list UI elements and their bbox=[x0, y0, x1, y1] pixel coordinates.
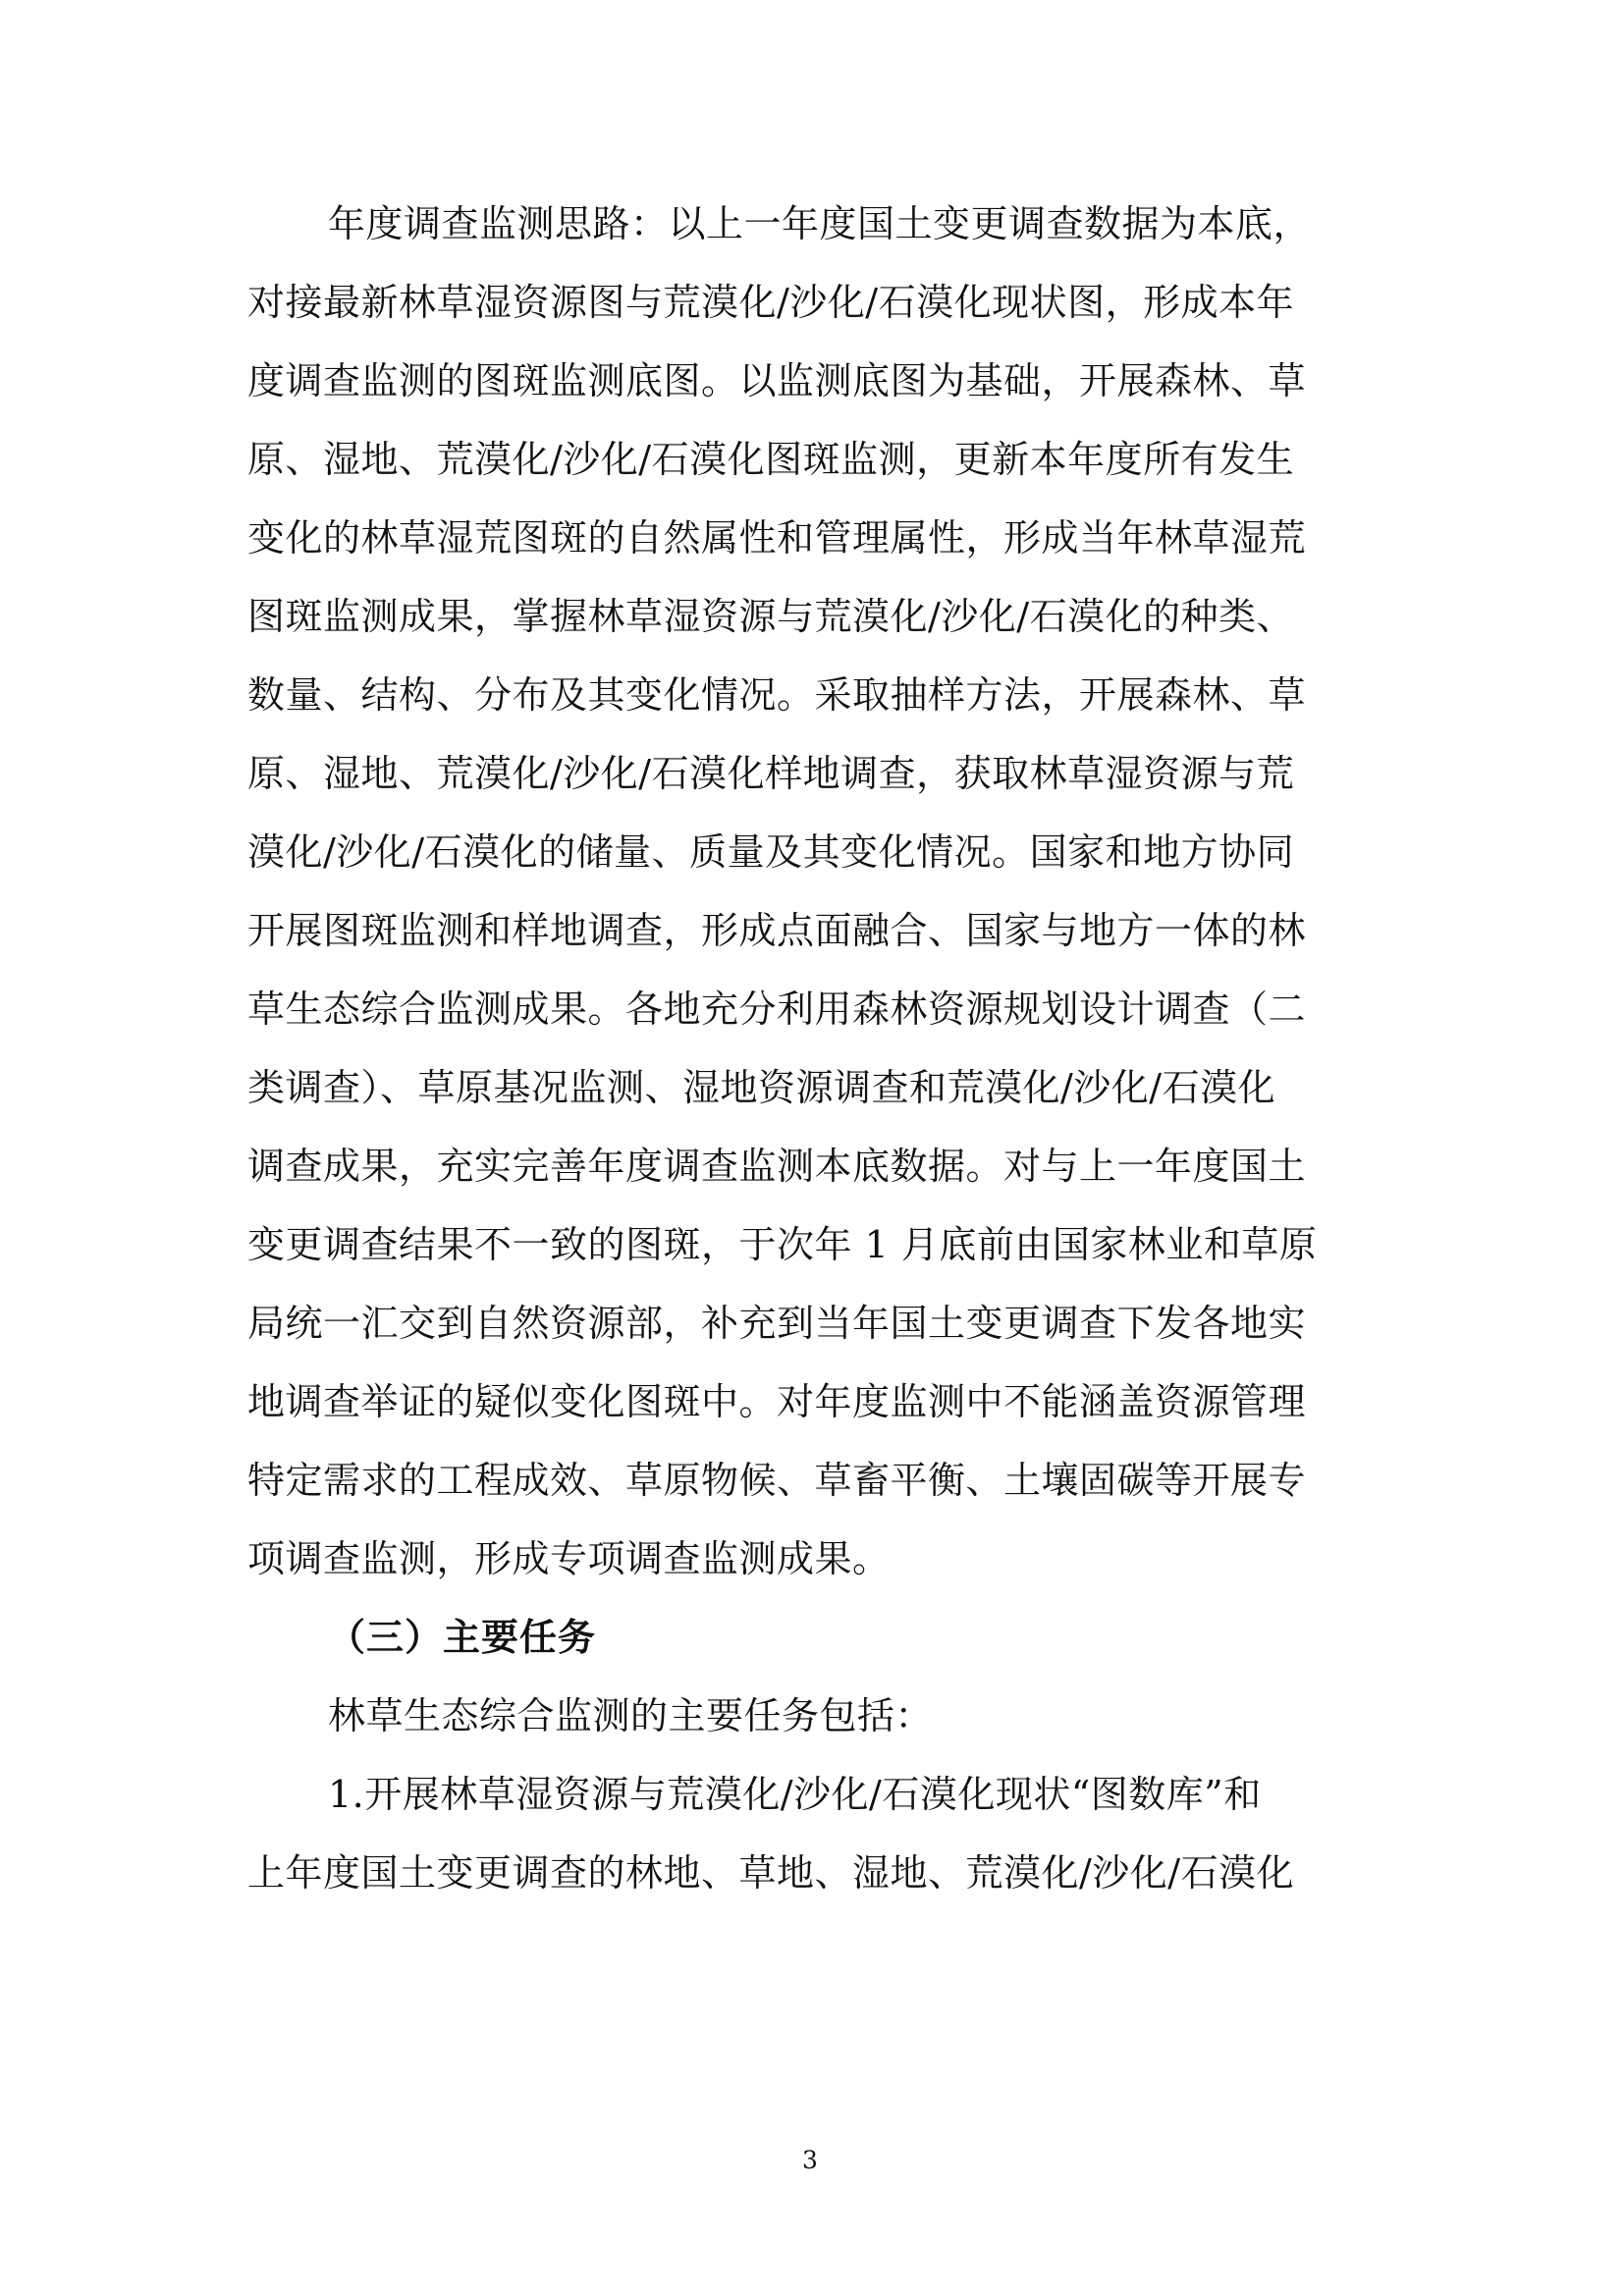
paragraph-line-10: 开展图斑监测和样地调查，形成点面融合、国家与地方一体的林 bbox=[247, 909, 1307, 952]
paragraph-line-17: 特定需求的工程成效、草原物候、草畜平衡、土壤固碳等开展专 bbox=[247, 1459, 1307, 1502]
paragraph-line-1: 年度调查监测思路：以上一年度国土变更调查数据为本底， bbox=[328, 202, 1312, 245]
paragraph-line-7: 数量、结构、分布及其变化情况。采取抽样方法，开展森林、草 bbox=[247, 673, 1307, 717]
paragraph-line-8: 原、湿地、荒漠化/沙化/石漠化样地调查，获取林草湿资源与荒 bbox=[247, 752, 1295, 795]
task-line-1: 1.开展林草湿资源与荒漠化/沙化/石漠化现状“图数库”和 bbox=[328, 1773, 1262, 1816]
paragraph-line-5: 变化的林草湿荒图斑的自然属性和管理属性，形成当年林草湿荒 bbox=[247, 516, 1307, 560]
paragraph-line-9: 漠化/沙化/石漠化的储量、质量及其变化情况。国家和地方协同 bbox=[247, 830, 1295, 874]
paragraph-line-16: 地调查举证的疑似变化图斑中。对年度监测中不能涵盖资源管理 bbox=[247, 1380, 1307, 1423]
paragraph-line-14: 变更调查结果不一致的图斑，于次年 1 月底前由国家林业和草原 bbox=[247, 1223, 1318, 1266]
paragraph-line-13: 调查成果，充实完善年度调查监测本底数据。对与上一年度国土 bbox=[247, 1145, 1307, 1188]
paragraph-line-15: 局统一汇交到自然资源部，补充到当年国土变更调查下发各地实 bbox=[247, 1302, 1307, 1345]
paragraph-line-3: 度调查监测的图斑监测底图。以监测底图为基础，开展森林、草 bbox=[247, 359, 1307, 402]
paragraph-line-12: 类调查）、草原基况监测、湿地资源调查和荒漠化/沙化/石漠化 bbox=[247, 1066, 1276, 1109]
paragraph-line-18: 项调查监测，形成专项调查监测成果。 bbox=[247, 1537, 891, 1580]
paragraph-line-6: 图斑监测成果，掌握林草湿资源与荒漠化/沙化/石漠化的种类、 bbox=[247, 595, 1295, 638]
paragraph-line-4: 原、湿地、荒漠化/沙化/石漠化图斑监测，更新本年度所有发生 bbox=[247, 438, 1295, 481]
paragraph-line-2: 对接最新林草湿资源图与荒漠化/沙化/石漠化现状图，形成本年 bbox=[247, 281, 1295, 324]
paragraph-line-11: 草生态综合监测成果。各地充分利用森林资源规划设计调查（二 bbox=[247, 988, 1307, 1031]
intro-line: 林草生态综合监测的主要任务包括： bbox=[328, 1694, 934, 1737]
page-number: 3 bbox=[802, 2146, 818, 2174]
task-line-2: 上年度国土变更调查的林地、草地、湿地、荒漠化/沙化/石漠化 bbox=[247, 1851, 1295, 1895]
section-heading: （三）主要任务 bbox=[328, 1616, 597, 1659]
